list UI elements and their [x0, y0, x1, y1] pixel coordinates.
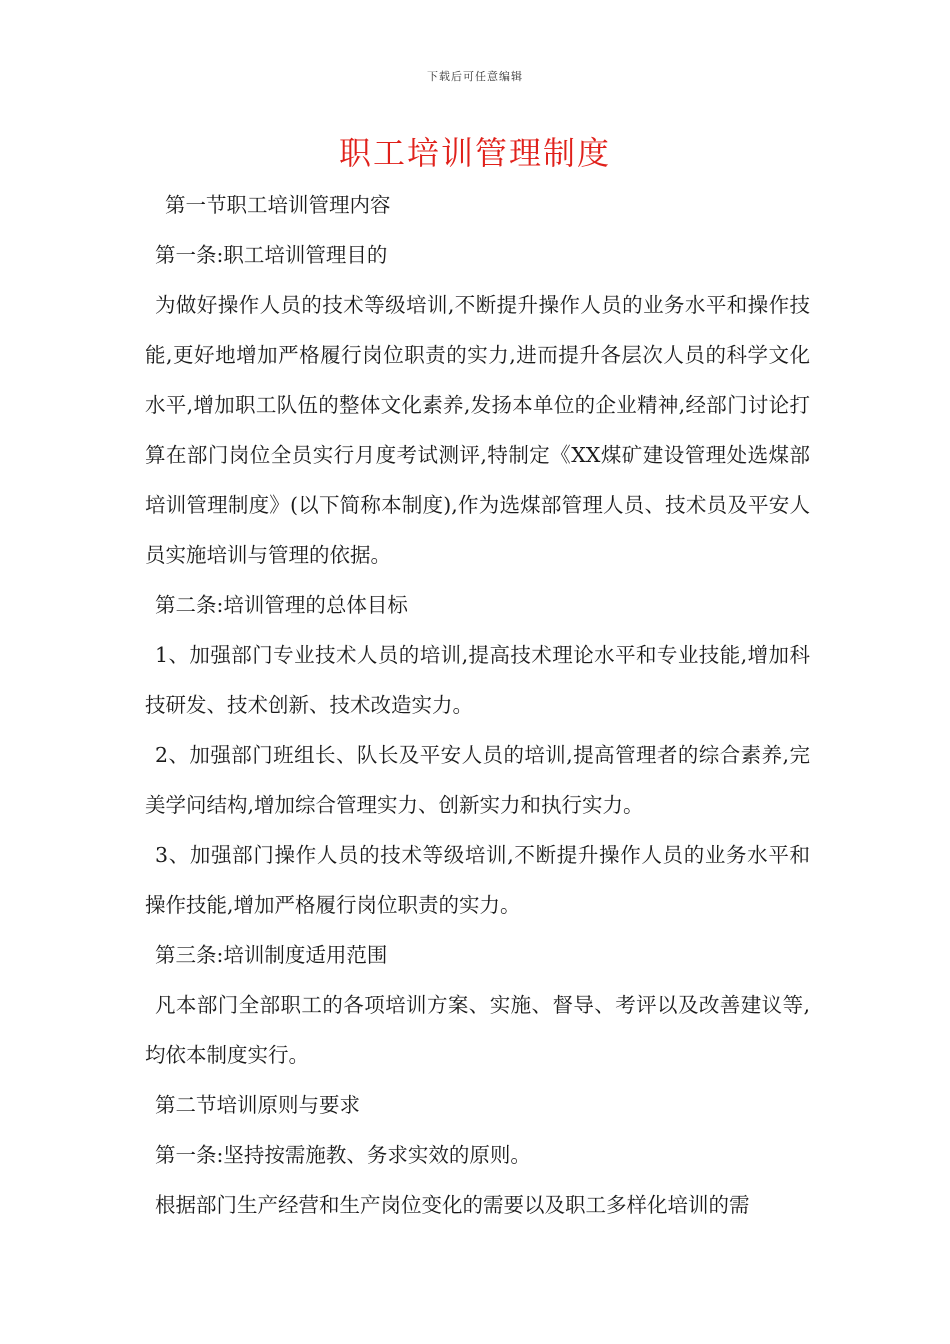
paragraph-principle: 根据部门生产经营和生产岗位变化的需要以及职工多样化培训的需 — [155, 1193, 750, 1217]
section-heading-2: 第二节培训原则与要求 — [155, 1093, 360, 1117]
paragraph-scope: 凡本部门全部职工的各项培训方案、实施、督导、考评以及改善建议等,均依本制度实行。 — [145, 993, 810, 1067]
document-title: 职工培训管理制度 — [338, 134, 611, 172]
article-heading-2-1: 第一条:坚持按需施教、务求实效的原则。 — [155, 1143, 531, 1167]
article-heading-1-3: 第三条:培训制度适用范围 — [155, 943, 388, 967]
list-item-goal-1: 1、加强部门专业技术人员的培训,提高技术理论水平和专业技能,增加科技研发、技术创新、技术改造实力。 — [145, 643, 810, 717]
list-item-goal-2: 2、加强部门班组长、队长及平安人员的培训,提高管理者的综合素养,完美学问结构,增加综合管理实力、创新实力和执行实力。 — [145, 743, 810, 817]
document-body — [145, 180, 810, 1230]
article-heading-1-1: 第一条:职工培训管理目的 — [155, 243, 388, 267]
article-heading-1-2: 第二条:培训管理的总体目标 — [155, 593, 408, 617]
list-item-goal-3: 3、加强部门操作人员的技术等级培训,不断提升操作人员的业务水平和操作技能,增加严格履行岗位职责的实力。 — [145, 843, 810, 917]
header-note: 下载后可任意编辑 — [427, 70, 523, 83]
paragraph-purpose: 为做好操作人员的技术等级培训,不断提升操作人员的业务水平和操作技能,更好地增加严格履行岗位职责的实力,进而提升各层次人员的科学文化水平,增加职工队伍的整体文化素养,发扬本单位的企业精神,经部门讨论打算在部门岗位全员实行月度考试测评,特制定《XX煤矿建设管理处选煤部培训管理制度》(以下简称本制度),作为选煤部管理人员、技术员及平安人员实施培训与管理的依据。 — [145, 293, 810, 567]
section-heading-1: 第一节职工培训管理内容 — [165, 193, 391, 217]
